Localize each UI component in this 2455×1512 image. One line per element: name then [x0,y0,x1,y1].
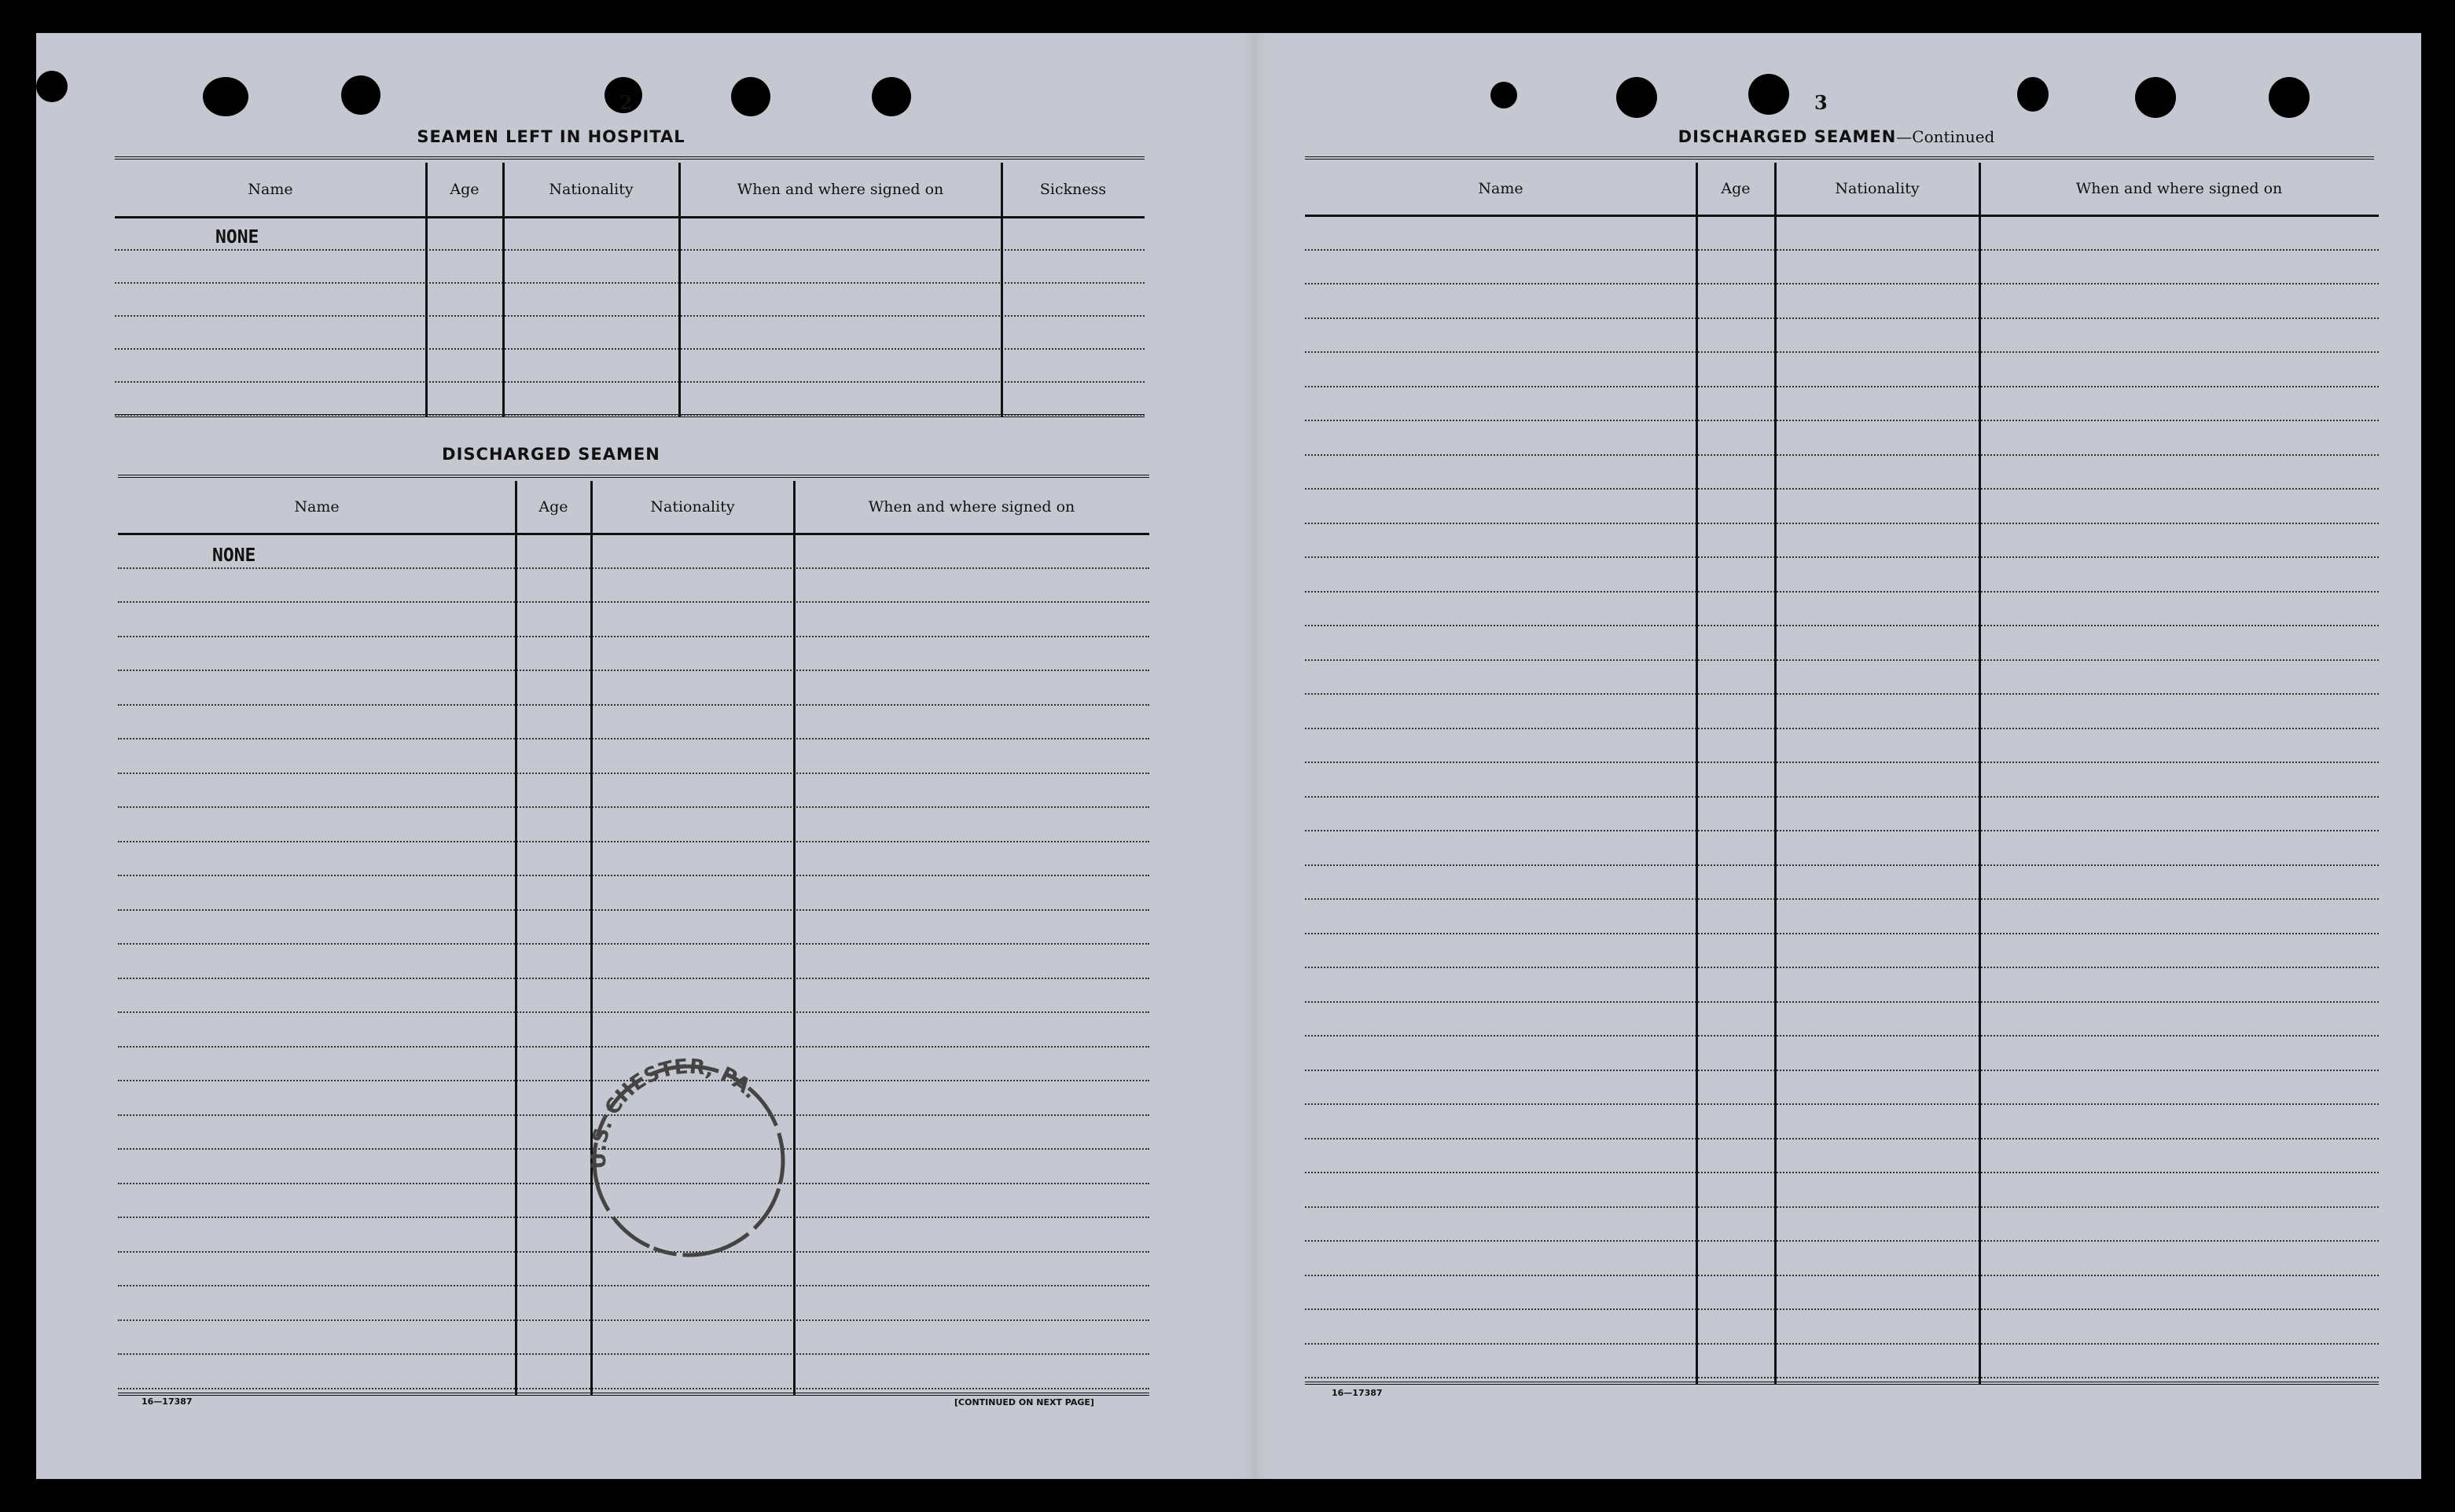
stamp-text: U.S. CHESTER, PA. [586,1055,763,1170]
punch-hole-icon [1748,74,1789,115]
table-row [1305,523,2379,559]
column-header-name: Name [1478,180,1523,197]
table-row [118,875,1149,911]
column-header-sickness: Sickness [1039,181,1107,198]
table-row [1305,283,2379,319]
table-row [1305,386,2379,422]
hospital-top-rule [115,156,1145,160]
table-row [115,282,1145,317]
table-row [1305,454,2379,490]
column-header-nationality: Nationality [1835,180,1920,197]
document-sheet [36,33,2421,1479]
table-row [1305,1172,2379,1208]
punch-hole-icon [36,71,68,102]
column-header-nationality: Nationality [650,498,735,516]
column-header-nationality: Nationality [549,181,634,198]
table-header [118,481,1149,535]
table-row [1305,1035,2379,1071]
table-row [118,533,1149,569]
punch-hole-icon [341,75,380,115]
table-row [1305,864,2379,901]
table-row [1305,625,2379,661]
table-row [118,1285,1149,1321]
table-row [118,978,1149,1014]
table-row [118,806,1149,842]
table-row [115,315,1145,350]
continued-note: [CONTINUED ON NEXT PAGE] [954,1397,1094,1407]
table-row [1305,1308,2379,1345]
discharged-seamen-continued-table [1305,163,2379,1412]
column-header-age: Age [450,181,480,198]
discharged-top-rule [118,475,1149,478]
table-row [118,773,1149,809]
hospital-table [115,163,1145,460]
continued-suffix: —Continued [1896,127,1995,146]
punch-hole-icon [2269,77,2310,118]
table-row [1305,249,2379,285]
table-cell: NONE [212,545,256,566]
table-row [118,909,1149,945]
table-row [115,249,1145,284]
table-row [115,216,1145,251]
column-header-when-and-where-signed-on: When and where signed on [868,498,1075,516]
table-row [1305,1103,2379,1140]
table-row [118,567,1149,604]
table-row [1305,898,2379,934]
column-divider [1774,163,1777,1385]
table-row [1305,591,2379,627]
table-row [1305,1001,2379,1037]
table-row [118,704,1149,740]
table-row [1305,693,2379,729]
table-row [1305,351,2379,387]
table-row [1305,659,2379,695]
table-row [118,738,1149,774]
table-bottom-rule [118,1393,1149,1396]
table-row [1305,1343,2379,1379]
column-divider [1001,163,1003,417]
column-divider [1979,163,1981,1385]
discharged-continued-label: DISCHARGED SEAMEN [1678,127,1897,146]
form-number: 16—17387 [141,1396,193,1407]
table-row [1305,556,2379,593]
table-row [1305,1275,2379,1311]
table-row [1305,830,2379,866]
column-divider [678,163,681,417]
column-header-when-and-where-signed-on: When and where signed on [737,181,944,198]
column-divider [502,163,505,417]
table-header [1305,163,2379,217]
table-row [118,943,1149,979]
table-row [1305,1206,2379,1242]
page-number: 2 [619,91,633,114]
table-row [1305,762,2379,798]
punch-hole-icon [2017,77,2049,112]
form-number: 16—17387 [1332,1388,1383,1398]
table-row [1305,1070,2379,1106]
table-row [1305,1240,2379,1276]
discharged-continued-title [1310,127,2363,146]
punch-hole-icon [1490,82,1517,108]
page-number: 3 [1814,91,1828,114]
table-row [1305,215,2379,251]
table-row [118,601,1149,637]
table-row [118,841,1149,877]
table-row [1305,488,2379,524]
column-divider [1696,163,1698,1385]
column-header-name: Name [248,181,293,198]
table-row [118,1353,1149,1389]
center-fold [1243,33,1266,1479]
punch-hole-icon [1616,77,1657,118]
column-header-age: Age [1721,180,1751,197]
table-row [118,670,1149,706]
table-row [115,348,1145,383]
svg-text:U.S. CHESTER, PA. [587,1055,763,1170]
table-row [1305,933,2379,969]
discharged-section-title: DISCHARGED SEAMEN [442,445,660,464]
column-header-when-and-where-signed-on: When and where signed on [2075,180,2283,197]
column-header-age: Age [538,498,568,516]
table-row [118,636,1149,672]
column-header-name: Name [294,498,340,516]
table-row [1305,1138,2379,1174]
table-row [1305,967,2379,1003]
table-cell: NONE [215,227,259,248]
table-row [1305,796,2379,832]
column-divider [515,481,517,1396]
punch-hole-icon [872,77,911,116]
punch-hole-icon [731,77,770,116]
customs-stamp-icon [571,1043,799,1271]
table-header [115,163,1145,218]
table-row [1305,420,2379,456]
table-row [118,1011,1149,1048]
table-bottom-rule [115,414,1145,417]
table-row [1305,317,2379,354]
table-row [115,381,1145,416]
punch-hole-icon [203,77,248,116]
hospital-section-title: SEAMEN LEFT IN HOSPITAL [417,127,685,146]
table-row [1305,728,2379,764]
punch-hole-icon [2135,77,2176,118]
table-bottom-rule [1305,1382,2379,1385]
discharged-continued-top-rule [1305,156,2374,160]
column-divider [425,163,428,417]
table-row [118,1319,1149,1356]
